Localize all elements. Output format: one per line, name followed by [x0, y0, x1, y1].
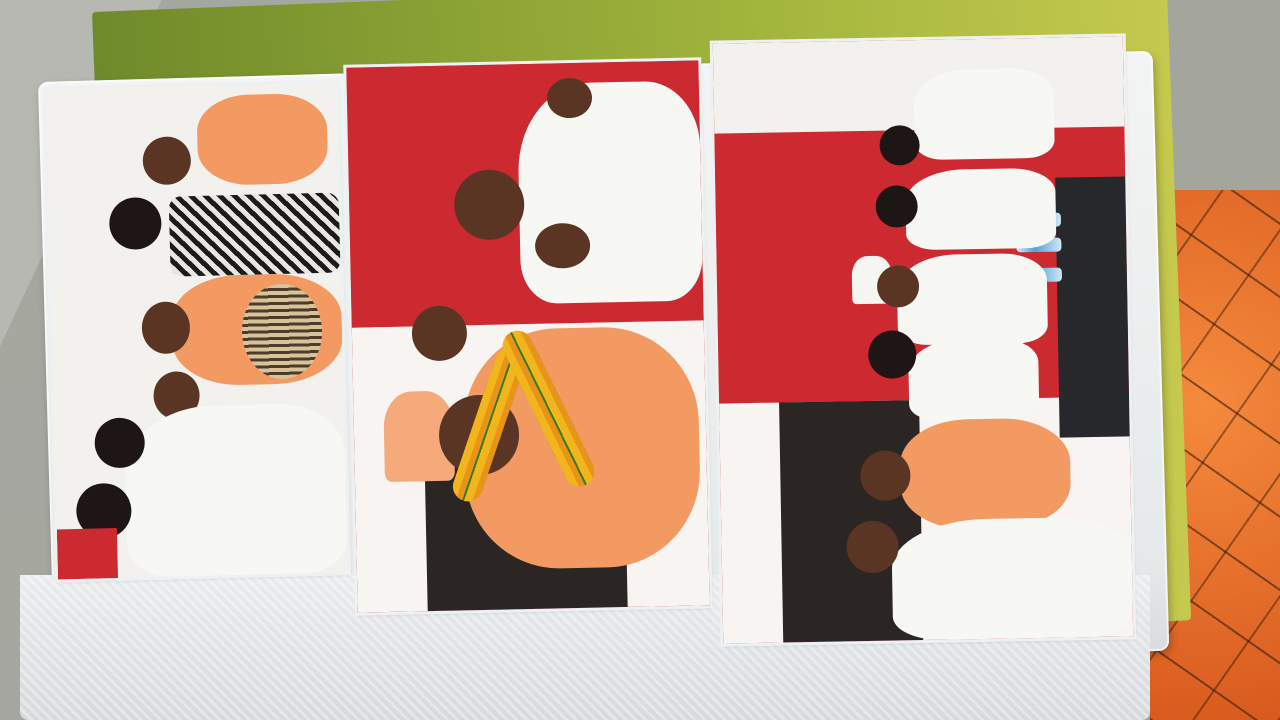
- white-kurta: [905, 168, 1056, 251]
- saffron-robe: [899, 417, 1071, 530]
- photo-2-garland-felicitation: [346, 60, 709, 612]
- white-kurta: [891, 516, 1133, 640]
- photo-3-stage-dignitaries: [713, 36, 1133, 643]
- white-kurta: [908, 338, 1039, 420]
- photo-1-tabla-presentation: [46, 83, 348, 580]
- white-kurta: [913, 68, 1055, 160]
- white-kurta: [897, 253, 1049, 346]
- stage-table: [1055, 176, 1130, 437]
- patterned-saree: [169, 192, 341, 276]
- white-kurta: [124, 402, 348, 577]
- white-kurta: [517, 80, 704, 304]
- saffron-robe: [196, 93, 328, 186]
